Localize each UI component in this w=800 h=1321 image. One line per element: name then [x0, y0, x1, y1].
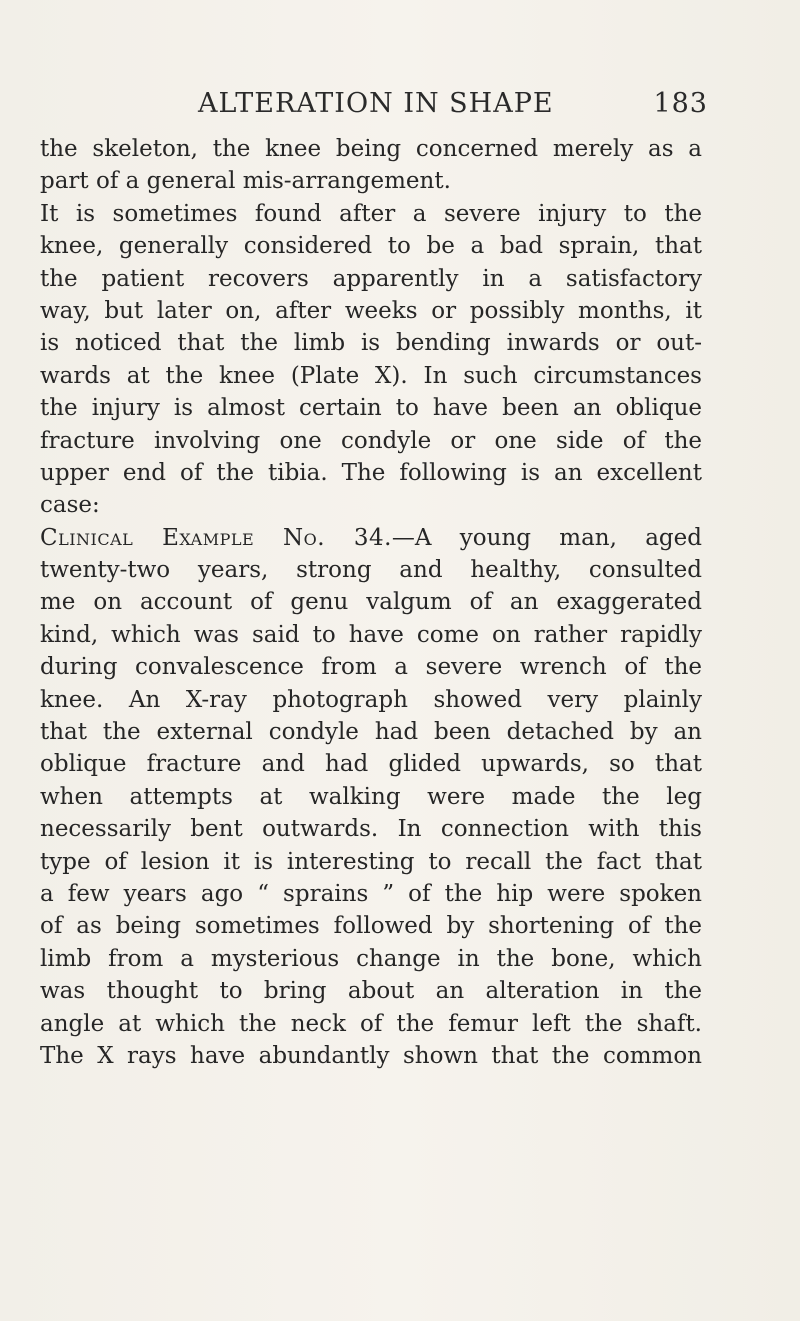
- text-line: during convalescence from a severe wrench of the: [40, 654, 702, 681]
- text-line: knee. An X-ray photograph showed very plainly: [40, 686, 702, 713]
- text-line: is noticed that the limb is bending inwards or out-: [40, 330, 702, 357]
- text-line: The X rays have abundantly shown that the common: [40, 1042, 702, 1069]
- text-line: me on account of genu valgum of an exaggerated: [40, 589, 702, 616]
- text-line: [40, 522, 702, 554]
- text-line: was thought to bring about an alteration in the: [40, 978, 702, 1005]
- body-text: [40, 133, 702, 1072]
- text-line: the patient recovers apparently in a satisfactory: [40, 265, 702, 292]
- text-line: of as being sometimes followed by shortening of the: [40, 913, 702, 940]
- text-line: limb from a mysterious change in the bone, which: [40, 945, 702, 972]
- running-title: ALTERATION IN SHAPE: [198, 88, 554, 119]
- running-header: [198, 88, 708, 119]
- text-line: knee, generally considered to be a bad sprain, that: [40, 233, 702, 260]
- text-line: twenty-two years, strong and healthy, consulted: [40, 557, 702, 584]
- text-line: that the external condyle had been detached by an: [40, 719, 702, 746]
- text-line: angle at which the neck of the femur left the shaft.: [40, 1010, 702, 1037]
- text-line: the skeleton, the knee being concerned merely as a: [40, 136, 702, 162]
- text-line: when attempts at walking were made the leg: [40, 783, 702, 810]
- first-line-rest: —A young man, aged: [391, 524, 702, 551]
- text-line: wards at the knee (Plate X). In such circumstances: [40, 362, 702, 389]
- text-line: upper end of the tibia. The following is an excellent: [40, 459, 702, 486]
- text-line: necessarily bent outwards. In connection with this: [40, 816, 702, 843]
- text-line: the injury is almost certain to have been an oblique: [40, 395, 702, 422]
- text-line: oblique fracture and had glided upwards, so that: [40, 751, 702, 778]
- text-line: type of lesion it is interesting to recall the fact that: [40, 848, 702, 875]
- example-heading: Clinical Example No. 34.: [40, 524, 392, 551]
- page-number: 183: [653, 88, 708, 119]
- text-line: It is sometimes found after a severe injury to the: [40, 200, 702, 227]
- text-line: part of a general mis-arrangement.: [40, 168, 451, 195]
- text-line: a few years ago “ sprains ” of the hip were spoken: [40, 880, 702, 907]
- text-line: kind, which was said to have come on rather rapidly: [40, 621, 702, 648]
- text-line: fracture involving one condyle or one side of the: [40, 427, 702, 454]
- text-line: way, but later on, after weeks or possibly months, it: [40, 297, 702, 324]
- text-line: case:: [40, 492, 100, 519]
